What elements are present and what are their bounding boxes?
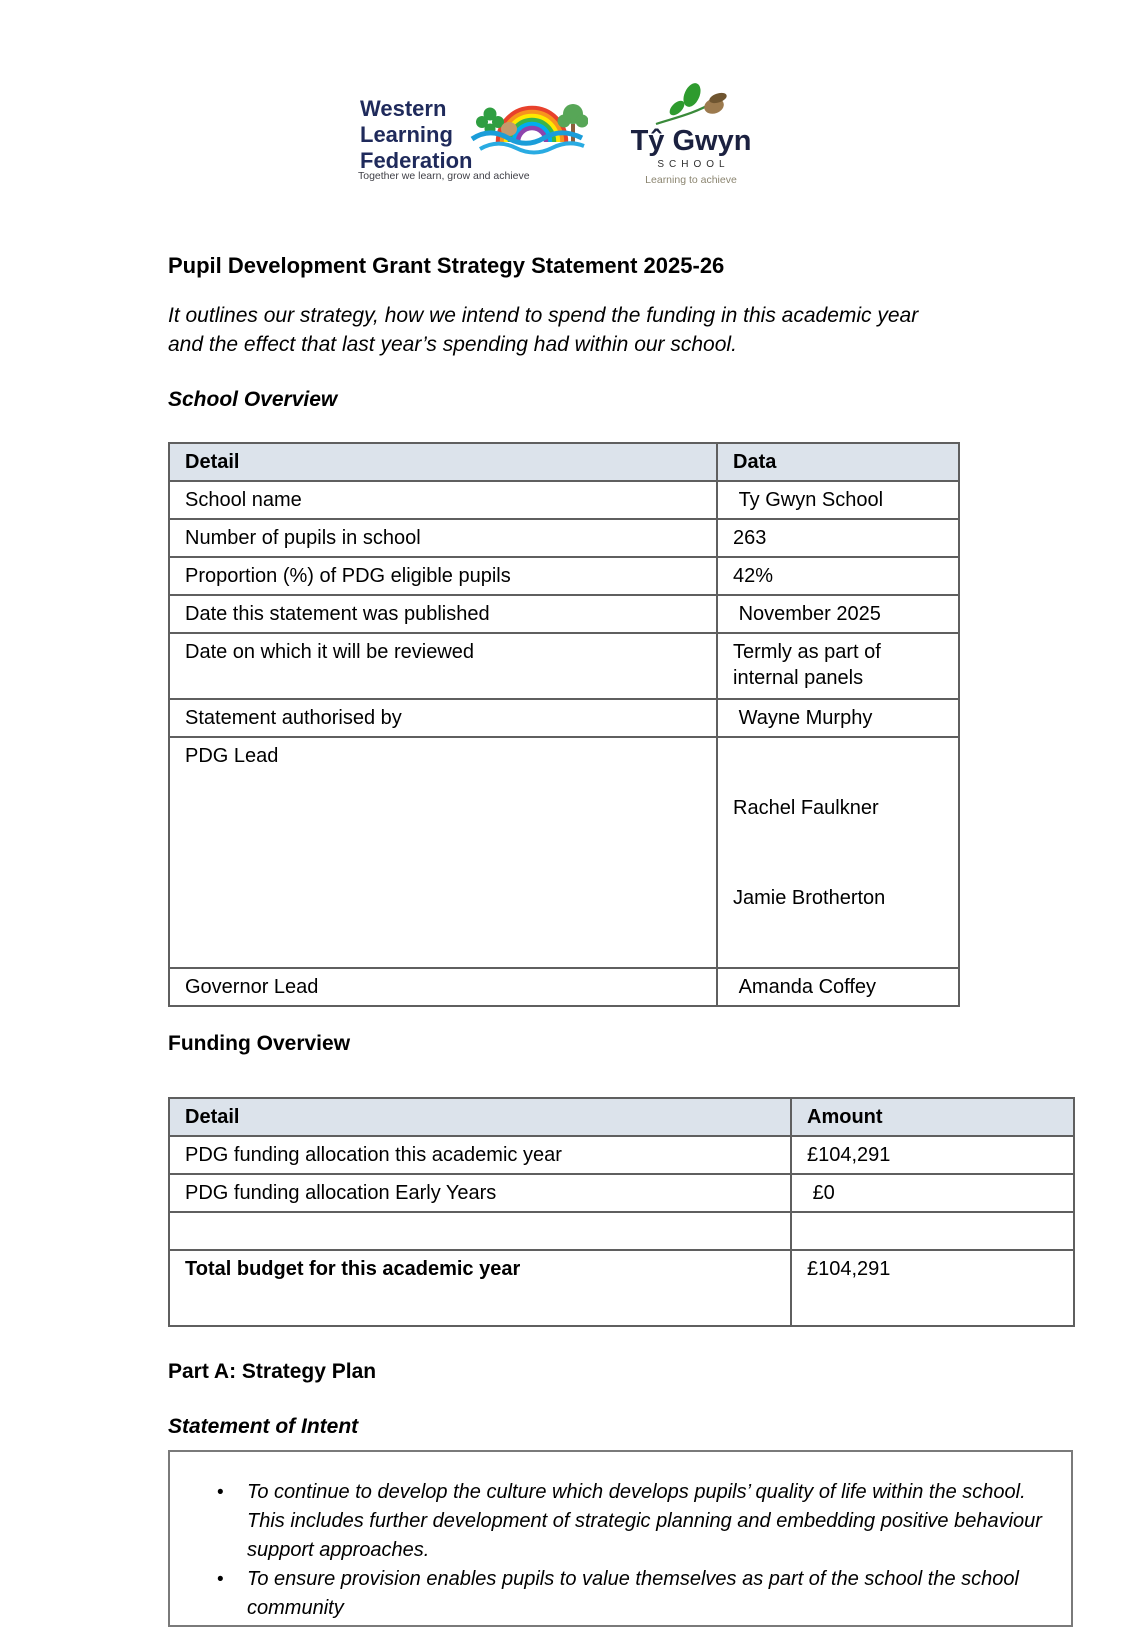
detail-cell: Proportion (%) of PDG eligible pupils bbox=[169, 557, 717, 595]
table-row bbox=[169, 519, 959, 557]
table-header-row bbox=[169, 443, 959, 481]
amount-cell: £0 bbox=[791, 1174, 1074, 1212]
table-row-empty bbox=[169, 1212, 1074, 1250]
data-cell: 263 bbox=[717, 519, 959, 557]
school-overview-table bbox=[168, 442, 960, 1007]
wlf-name-line1: Western bbox=[360, 96, 447, 121]
table-row bbox=[169, 1174, 1074, 1212]
funding-overview-table bbox=[168, 1097, 1075, 1327]
document-content bbox=[168, 0, 1073, 1627]
data-cell: November 2025 bbox=[717, 595, 959, 633]
data-cell bbox=[717, 737, 959, 968]
bullet-text: To ensure provision enables pupils to value themselves as part of the school the school community bbox=[247, 1568, 1019, 1619]
bullet-icon: • bbox=[217, 1569, 224, 1590]
pdg-lead-name-1: Rachel Faulkner bbox=[733, 797, 879, 819]
detail-cell: PDG Lead bbox=[169, 737, 717, 968]
data-cell: Wayne Murphy bbox=[717, 699, 959, 737]
intro-paragraph: It outlines our strategy, how we intend to spend the funding in this academic year and the effect that last year’s spending had within our school. bbox=[168, 304, 919, 356]
statement-of-intent-heading: Statement of Intent bbox=[168, 1415, 359, 1438]
bullet-text: To continue to develop the culture which develops pupils’ quality of life within the school. This includes further development of strategic planning and embedding positive behaviour support approaches. bbox=[247, 1481, 1042, 1561]
amount-cell: £104,291 bbox=[791, 1136, 1074, 1174]
column-header-detail: Detail bbox=[169, 443, 717, 481]
detail-cell: PDG funding allocation Early Years bbox=[169, 1174, 791, 1212]
pdg-lead-name-2: Jamie Brotherton bbox=[733, 887, 886, 909]
table-row bbox=[169, 633, 959, 699]
detail-cell: Statement authorised by bbox=[169, 699, 717, 737]
column-header-amount: Amount bbox=[791, 1098, 1074, 1136]
intent-bullet-list bbox=[215, 1478, 1057, 1623]
list-item bbox=[215, 1565, 1057, 1623]
data-cell: Termly as part of internal panels bbox=[717, 633, 959, 699]
ty-gwyn-tagline: Learning to achieve bbox=[645, 174, 737, 186]
table-row bbox=[169, 481, 959, 519]
detail-cell: Date this statement was published bbox=[169, 595, 717, 633]
table-row bbox=[169, 699, 959, 737]
amount-cell bbox=[791, 1212, 1074, 1250]
column-header-detail: Detail bbox=[169, 1098, 791, 1136]
list-item bbox=[215, 1478, 1057, 1565]
detail-cell: School name bbox=[169, 481, 717, 519]
ty-gwyn-subtitle: SCHOOL bbox=[657, 159, 730, 170]
statement-of-intent-box bbox=[168, 1450, 1073, 1627]
column-header-data: Data bbox=[717, 443, 959, 481]
funding-overview-heading: Funding Overview bbox=[168, 1032, 351, 1055]
detail-cell bbox=[169, 1212, 791, 1250]
part-a-heading: Part A: Strategy Plan bbox=[168, 1360, 377, 1383]
data-cell: 42% bbox=[717, 557, 959, 595]
wlf-name-line3: Federation bbox=[360, 148, 473, 173]
table-row bbox=[169, 1136, 1074, 1174]
page-title: Pupil Development Grant Strategy Statement 2025-26 bbox=[168, 253, 725, 278]
data-cell: Ty Gwyn School bbox=[717, 481, 959, 519]
detail-cell: Governor Lead bbox=[169, 968, 717, 1006]
table-row-total bbox=[169, 1250, 1074, 1326]
total-label-cell: Total budget for this academic year bbox=[169, 1250, 791, 1326]
table-row bbox=[169, 557, 959, 595]
total-amount-cell: £104,291 bbox=[791, 1250, 1074, 1326]
table-row bbox=[169, 595, 959, 633]
table-row bbox=[169, 737, 959, 968]
detail-cell: Number of pupils in school bbox=[169, 519, 717, 557]
table-row bbox=[169, 968, 959, 1006]
ty-gwyn-name: Tŷ Gwyn bbox=[630, 125, 752, 157]
data-cell: Amanda Coffey bbox=[717, 968, 959, 1006]
detail-cell: PDG funding allocation this academic year bbox=[169, 1136, 791, 1174]
bullet-icon: • bbox=[217, 1482, 224, 1503]
wlf-tagline: Together we learn, grow and achieve bbox=[358, 170, 530, 182]
school-overview-heading: School Overview bbox=[168, 388, 338, 411]
table-header-row bbox=[169, 1098, 1074, 1136]
detail-cell: Date on which it will be reviewed bbox=[169, 633, 717, 699]
wlf-name-line2: Learning bbox=[360, 122, 453, 147]
